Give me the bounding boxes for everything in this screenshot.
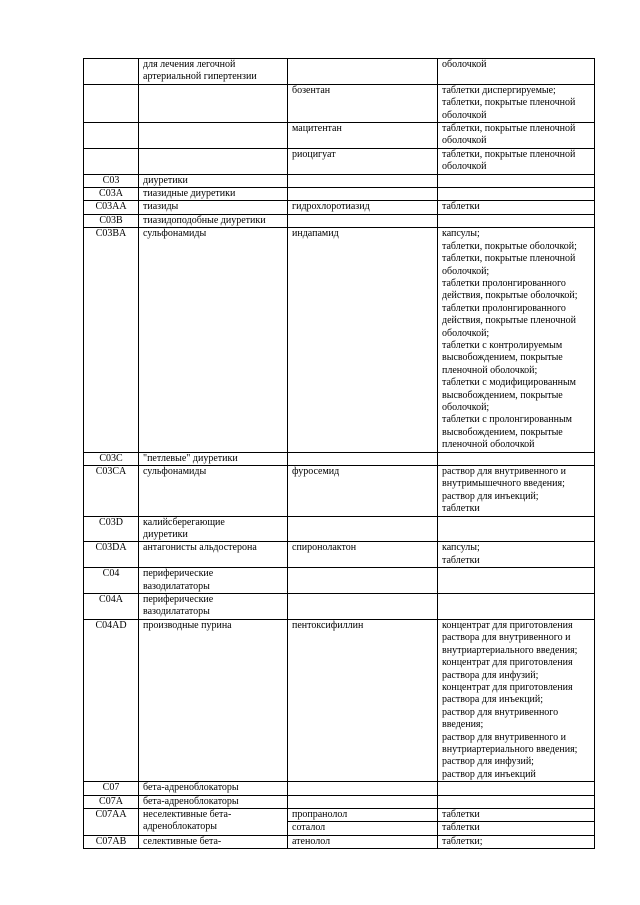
atc-code: C03B: [84, 214, 139, 227]
drug-name: [288, 782, 438, 795]
pharmacological-group-line: производные пурина: [143, 619, 232, 631]
pharmacological-group-line: тиазидоподобные диуретики: [143, 214, 266, 226]
table-row: [84, 782, 595, 795]
pharmacological-group-line: бета-адреноблокаторы: [143, 795, 239, 807]
dosage-form-line: раствора для внутривенного и: [442, 632, 571, 644]
pharmacological-group-line: для лечения легочной: [143, 59, 236, 70]
dosage-form-line: таблетки пролонгированного: [442, 302, 566, 314]
atc-code: C03CA: [84, 466, 139, 517]
drug-name-line: пропранолол: [292, 808, 348, 820]
drug-name: [288, 174, 438, 187]
atc-code: C07AA: [84, 808, 139, 835]
dosage-form-line: пленочной оболочкой;: [442, 364, 538, 376]
dosage-form-line: таблетки;: [442, 835, 483, 847]
dosage-form-line: пленочной оболочкой: [442, 439, 535, 451]
pharmacological-group: [139, 174, 288, 187]
atc-code: C04: [84, 568, 139, 594]
drug-name: [288, 594, 438, 620]
dosage-form-line: таблетки, покрытые пленочной: [442, 97, 576, 109]
table-row: [84, 516, 595, 542]
dosage-form-line: концентрат для приготовления: [442, 681, 573, 693]
table-row: [84, 466, 595, 517]
atc-code: C03C: [84, 452, 139, 465]
dosage-form-line: оболочкой: [442, 59, 487, 70]
dosage-form: [438, 594, 595, 620]
table-row: [84, 174, 595, 187]
dosage-form: [438, 516, 595, 542]
atc-code: [84, 59, 139, 85]
dosage-form-line: раствора для инъекций;: [442, 694, 544, 706]
dosage-form-line: таблетки пролонгированного: [442, 277, 566, 289]
dosage-form-line: оболочкой: [442, 109, 487, 121]
dosage-form-line: оболочкой;: [442, 265, 490, 277]
drug-name: [288, 148, 438, 174]
table-row: [84, 123, 595, 149]
atc-code: C03AA: [84, 201, 139, 214]
dosage-form-line: оболочкой: [442, 135, 487, 147]
atc-code: C03D: [84, 516, 139, 542]
pharmacological-group: [139, 516, 288, 542]
dosage-form-line: раствор для инфузий;: [442, 756, 534, 768]
dosage-form-line: раствор для инъекций;: [442, 490, 539, 502]
table-row: [84, 619, 595, 781]
pharmacological-group-line: неселективные бета-: [143, 808, 232, 820]
dosage-form: [438, 808, 595, 821]
pharmacological-group-line: сульфонамиды: [143, 228, 207, 240]
dosage-form-line: таблетки, покрытые оболочкой;: [442, 240, 577, 252]
pharmacological-group-line: артериальной гипертензии: [143, 71, 257, 83]
drug-name: [288, 59, 438, 85]
drug-name-line: индапамид: [292, 228, 339, 240]
pharmacological-group-line: диуретики: [143, 529, 188, 541]
atc-code: C07AB: [84, 835, 139, 848]
table-row: [84, 808, 595, 821]
pharmacological-group-line: периферические: [143, 594, 214, 606]
drug-name: [288, 568, 438, 594]
dosage-form-line: капсулы;: [442, 228, 480, 240]
pharmacological-group: [139, 835, 288, 848]
table-row: [84, 148, 595, 174]
drug-name: [288, 188, 438, 201]
pharmacological-group: [139, 228, 288, 452]
drug-table-body: [84, 59, 595, 849]
dosage-form: [438, 123, 595, 149]
dosage-form-line: раствора для инфузий;: [442, 669, 539, 681]
dosage-form-line: внутриартериального введения;: [442, 644, 578, 656]
pharmacological-group-line: "петлевые" диуретики: [143, 452, 238, 464]
atc-code: C04AD: [84, 619, 139, 781]
dosage-form-line: таблетки, покрытые пленочной: [442, 123, 576, 135]
pharmacological-group: [139, 619, 288, 781]
drug-table: [83, 58, 595, 849]
atc-code: C04A: [84, 594, 139, 620]
table-row: [84, 594, 595, 620]
table-row: [84, 59, 595, 85]
drug-name-line: риоцигуат: [292, 148, 336, 160]
dosage-form-line: оболочкой: [442, 161, 487, 173]
dosage-form-line: таблетки с контролируемым: [442, 339, 563, 351]
pharmacological-group: [139, 466, 288, 517]
dosage-form-line: таблетки: [442, 554, 480, 566]
dosage-form: [438, 201, 595, 214]
dosage-form-line: таблетки: [442, 201, 480, 213]
dosage-form-line: высвобождением, покрытые: [442, 389, 563, 401]
dosage-form-line: оболочкой;: [442, 401, 490, 413]
pharmacological-group: [139, 795, 288, 808]
pharmacological-group-line: адреноблокаторы: [143, 821, 217, 833]
drug-name: [288, 228, 438, 452]
drug-name-line: мацитентан: [292, 123, 342, 135]
pharmacological-group-line: периферические: [143, 568, 214, 580]
dosage-form: [438, 59, 595, 85]
pharmacological-group: [139, 594, 288, 620]
dosage-form-line: таблетки: [442, 808, 480, 820]
pharmacological-group: [139, 59, 288, 85]
dosage-form: [438, 228, 595, 452]
atc-code: C03A: [84, 188, 139, 201]
dosage-form-line: раствор для внутривенного и: [442, 731, 567, 743]
pharmacological-group-line: диуретики: [143, 174, 188, 186]
drug-name: [288, 201, 438, 214]
drug-name: [288, 619, 438, 781]
dosage-form-line: внутриартериального введения;: [442, 743, 578, 755]
drug-name-line: гидрохлоротиазид: [292, 201, 370, 213]
drug-name-line: бозентан: [292, 84, 331, 96]
drug-name: [288, 822, 438, 835]
table-row: [84, 228, 595, 452]
pharmacological-group: [139, 148, 288, 174]
table-row: [84, 542, 595, 568]
drug-name: [288, 84, 438, 122]
atc-code: [84, 123, 139, 149]
drug-name: [288, 835, 438, 848]
drug-name-line: соталол: [292, 822, 326, 834]
dosage-form: [438, 782, 595, 795]
table-row: [84, 568, 595, 594]
dosage-form-line: раствор для внутривенного и: [442, 466, 567, 477]
drug-name: [288, 795, 438, 808]
dosage-form: [438, 214, 595, 227]
drug-name-line: атенолол: [292, 835, 331, 847]
table-row: [84, 795, 595, 808]
dosage-form-line: введения;: [442, 719, 484, 731]
dosage-form-line: действия, покрытые пленочной: [442, 315, 576, 327]
dosage-form: [438, 174, 595, 187]
dosage-form: [438, 619, 595, 781]
dosage-form: [438, 542, 595, 568]
dosage-form: [438, 822, 595, 835]
drug-name-line: пентоксифиллин: [292, 619, 364, 631]
dosage-form-line: раствор для внутривенного: [442, 706, 559, 718]
pharmacological-group-line: вазодилататоры: [143, 580, 210, 592]
drug-name: [288, 123, 438, 149]
pharmacological-group: [139, 782, 288, 795]
dosage-form-line: таблетки: [442, 822, 480, 834]
pharmacological-group-line: антагонисты альдостерона: [143, 542, 257, 554]
table-row: [84, 835, 595, 848]
drug-name: [288, 808, 438, 821]
table-row: [84, 452, 595, 465]
dosage-form: [438, 466, 595, 517]
drug-name: [288, 466, 438, 517]
atc-code: C07A: [84, 795, 139, 808]
dosage-form-line: таблетки диспергируемые;: [442, 84, 556, 96]
pharmacological-group-line: вазодилататоры: [143, 606, 210, 618]
dosage-form: [438, 795, 595, 808]
atc-code: C03DA: [84, 542, 139, 568]
pharmacological-group-line: селективные бета-: [143, 835, 222, 847]
pharmacological-group: [139, 542, 288, 568]
drug-name: [288, 516, 438, 542]
dosage-form: [438, 452, 595, 465]
dosage-form: [438, 84, 595, 122]
dosage-form: [438, 148, 595, 174]
dosage-form-line: оболочкой;: [442, 327, 490, 339]
atc-code: [84, 148, 139, 174]
dosage-form-line: таблетки, покрытые пленочной: [442, 253, 576, 265]
dosage-form: [438, 568, 595, 594]
dosage-form-line: концентрат для приготовления: [442, 619, 573, 631]
table-row: [84, 188, 595, 201]
pharmacological-group-line: калийсберегающие: [143, 516, 225, 528]
dosage-form-line: капсулы;: [442, 542, 480, 554]
dosage-form-line: раствор для инъекций: [442, 768, 536, 780]
drug-name: [288, 214, 438, 227]
dosage-form-line: высвобождением, покрытые: [442, 426, 563, 438]
atc-code: [84, 84, 139, 122]
dosage-form-line: таблетки с модифицированным: [442, 377, 577, 389]
pharmacological-group: [139, 214, 288, 227]
pharmacological-group: [139, 123, 288, 149]
pharmacological-group: [139, 452, 288, 465]
pharmacological-group: [139, 84, 288, 122]
dosage-form-line: внутримышечного введения;: [442, 478, 565, 490]
atc-code: C07: [84, 782, 139, 795]
dosage-form-line: действия, покрытые оболочкой;: [442, 290, 578, 302]
atc-code: C03: [84, 174, 139, 187]
table-row: [84, 214, 595, 227]
dosage-form: [438, 188, 595, 201]
dosage-form-line: концентрат для приготовления: [442, 657, 573, 669]
dosage-form-line: таблетки, покрытые пленочной: [442, 148, 576, 160]
drug-name-line: фуросемид: [292, 466, 340, 477]
drug-name: [288, 542, 438, 568]
pharmacological-group-line: сульфонамиды: [143, 466, 207, 477]
pharmacological-group: [139, 188, 288, 201]
dosage-form: [438, 835, 595, 848]
table-row: [84, 84, 595, 122]
drug-name: [288, 452, 438, 465]
pharmacological-group: [139, 808, 288, 835]
dosage-form-line: высвобождением, покрытые: [442, 352, 563, 364]
dosage-form-line: таблетки: [442, 503, 480, 515]
dosage-form-line: таблетки с пролонгированным: [442, 414, 573, 426]
drug-name-line: спиронолактон: [292, 542, 357, 554]
atc-code: C03BA: [84, 228, 139, 452]
table-row: [84, 201, 595, 214]
pharmacological-group-line: тиазидные диуретики: [143, 188, 236, 200]
pharmacological-group: [139, 568, 288, 594]
pharmacological-group-line: тиазиды: [143, 201, 179, 213]
pharmacological-group: [139, 201, 288, 214]
pharmacological-group-line: бета-адреноблокаторы: [143, 782, 239, 794]
